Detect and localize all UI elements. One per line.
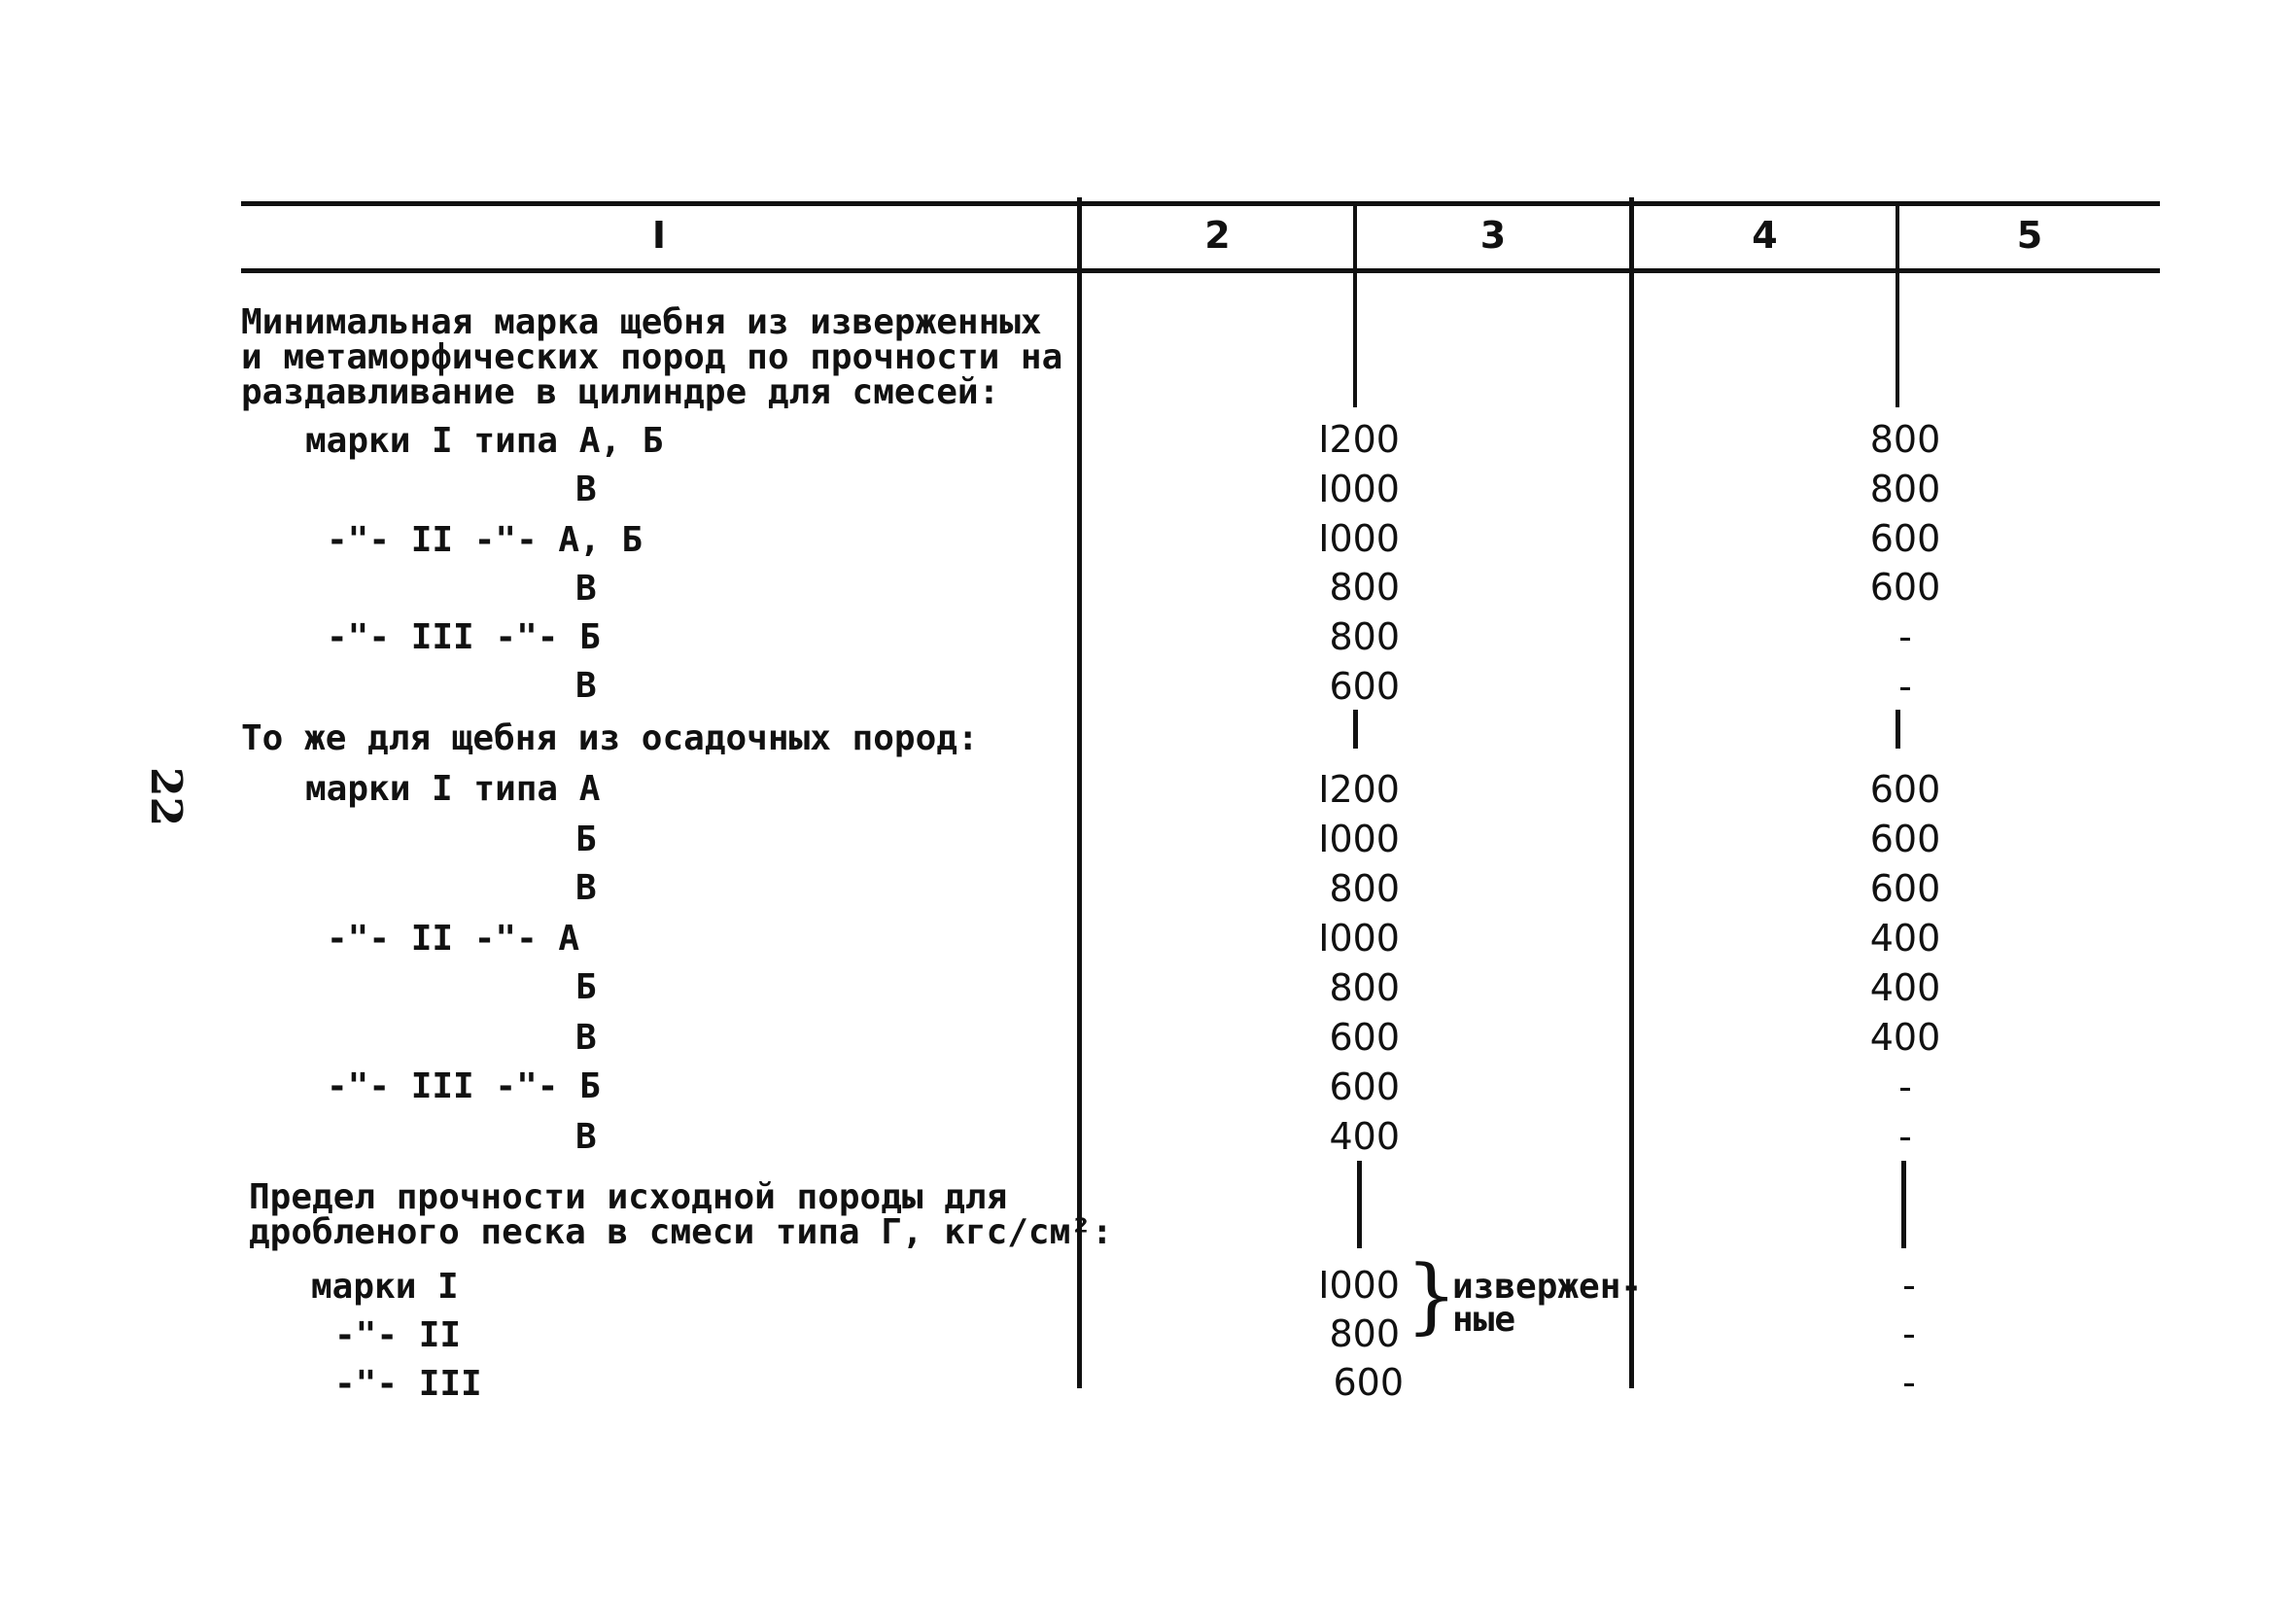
row-label: В: [575, 868, 597, 908]
ditto-tick: [1353, 710, 1358, 749]
ditto-tick: [1357, 1161, 1362, 1248]
row-label: -"- III -"- Б: [327, 1066, 601, 1106]
row-value-col5: 600: [1869, 818, 1941, 860]
row-label: -"- III: [334, 1364, 482, 1404]
header-bottom-rule: [241, 268, 2160, 273]
row-value-col2: 600: [1329, 1066, 1400, 1108]
row-value-col2: I000: [1318, 1264, 1400, 1307]
row-label: -"- II: [334, 1315, 462, 1355]
table-top-rule: [241, 201, 2160, 206]
section-3-heading-line-2: дробленого песка в смеси типа Г, кгс/см²:: [249, 1212, 1113, 1252]
row-value-col2: 600: [1329, 1016, 1400, 1059]
row-value-col5: 800: [1869, 468, 1941, 510]
row-value-col2: I000: [1318, 468, 1400, 510]
row-value-col5: 600: [1869, 867, 1941, 910]
row-value-col5: 400: [1869, 1016, 1941, 1059]
row-value-col2: I200: [1318, 418, 1400, 461]
row-value-col5: -: [1898, 665, 1912, 708]
row-value-col5: 600: [1869, 566, 1941, 609]
row-value-col5: 400: [1869, 966, 1941, 1009]
row-value-col2: 400: [1329, 1115, 1400, 1158]
ditto-tick: [1896, 710, 1900, 749]
section-1-heading-line-2: и метаморфических пород по прочности на: [241, 337, 1063, 377]
row-value-col2: 800: [1329, 1312, 1400, 1355]
row-value-col2: I000: [1318, 517, 1400, 560]
row-value-col2: 800: [1329, 966, 1400, 1009]
row-value-col5: 800: [1869, 418, 1941, 461]
row-value-col5: -: [1902, 1361, 1916, 1404]
column-heading-4: 4: [1752, 214, 1778, 257]
row-label: марки I: [311, 1267, 459, 1307]
row-label: -"- II -"- А: [327, 919, 580, 959]
row-value-col2: I000: [1318, 917, 1400, 960]
row-value-col5: -: [1898, 1066, 1912, 1108]
row-label: марки I типа А: [305, 769, 601, 809]
row-value-col5: 600: [1869, 517, 1941, 560]
row-label: -"- II -"- А, Б: [327, 520, 644, 560]
col-divider-3-4: [1629, 197, 1634, 1388]
right-brace: }: [1406, 1247, 1458, 1343]
column-heading-2: 2: [1204, 214, 1231, 257]
row-value-col5: -: [1898, 615, 1912, 658]
row-label: Б: [575, 820, 597, 859]
row-label: В: [575, 1117, 597, 1157]
row-value-col5: -: [1902, 1312, 1916, 1355]
section-1-heading-line-1: Минимальная марка щебня из изверженных: [241, 302, 1042, 342]
row-label: В: [575, 470, 597, 509]
row-value-col5: -: [1902, 1264, 1916, 1307]
row-label: В: [575, 666, 597, 706]
row-label: В: [575, 1018, 597, 1058]
section-2-heading: То же для щебня из осадочных пород:: [241, 718, 979, 758]
ditto-tick: [1901, 1161, 1906, 1248]
row-value-col2: 800: [1329, 566, 1400, 609]
row-label: В: [575, 569, 597, 609]
row-value-col5: 600: [1869, 768, 1941, 811]
row-value-col5: 400: [1869, 917, 1941, 960]
section-1-heading-line-3: раздавливание в цилиндре для смесей:: [241, 372, 1000, 412]
row-label: марки I типа А, Б: [305, 421, 664, 461]
column-heading-3: 3: [1479, 214, 1507, 257]
column-heading-5: 5: [2016, 214, 2043, 257]
row-value-col2: 800: [1329, 615, 1400, 658]
row-value-col2: I000: [1318, 818, 1400, 860]
column-heading-1: I: [651, 214, 667, 257]
row-value-col5: -: [1898, 1115, 1912, 1158]
row-value-col2: 800: [1329, 867, 1400, 910]
row-label: -"- III -"- Б: [327, 617, 601, 657]
row-value-col2: I200: [1318, 768, 1400, 811]
col-divider-1-2: [1077, 197, 1082, 1388]
row-value-col2: 600: [1333, 1361, 1404, 1404]
page-number: 22: [141, 766, 191, 827]
row-value-col2: 600: [1329, 665, 1400, 708]
note-line-1: извержен-: [1452, 1267, 1643, 1307]
note-line-2: ные: [1452, 1300, 1516, 1340]
section-3-heading-line-1: Предел прочности исходной породы для: [249, 1177, 1008, 1217]
row-label: Б: [575, 967, 597, 1007]
